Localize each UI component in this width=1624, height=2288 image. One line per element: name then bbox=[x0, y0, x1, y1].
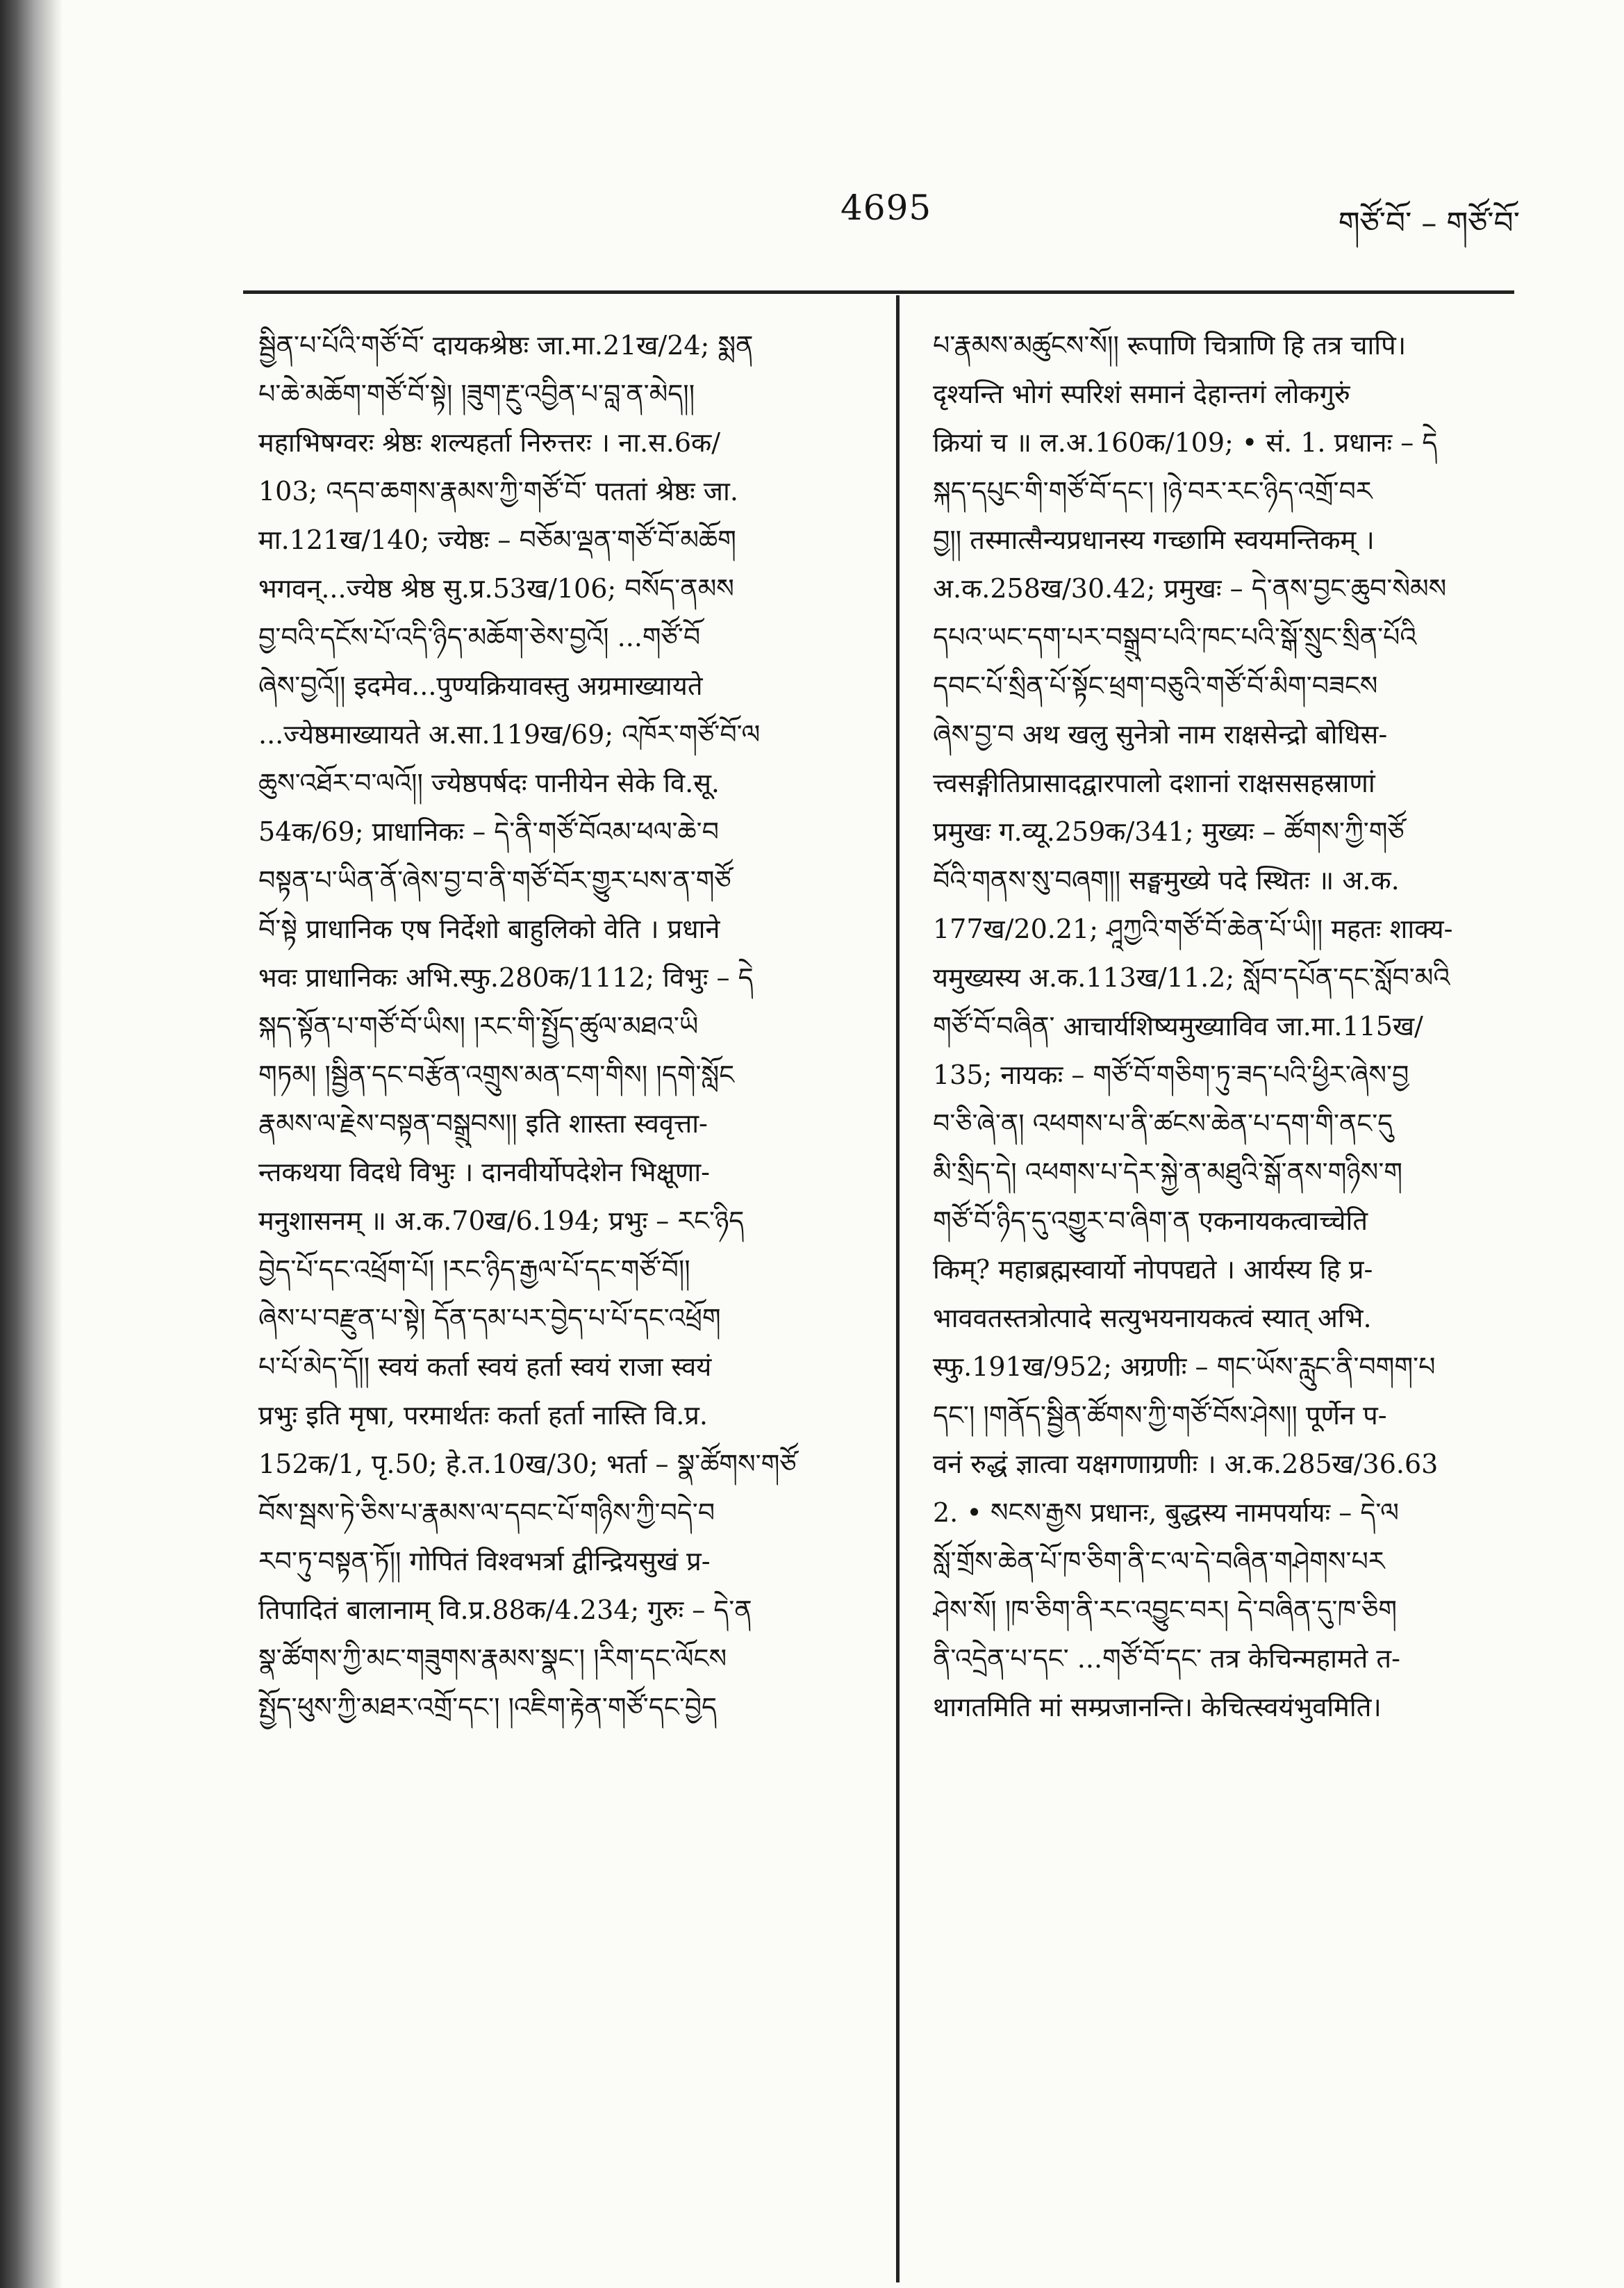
right-column-line: དཔའ་ཡང་དག་པར་བསྒྲུབ་པའི་ཁང་པའི་སྒོ་སྲུང་སྲིན་པོའི bbox=[933, 622, 1417, 652]
left-column-line: སྦྱིན་པ་པོའི་གཙོ་བོ་ दायकश्रेष्ठः जा.मा.21ख/24; སྨན bbox=[258, 330, 754, 361]
right-column-line: དང་། །གནོད་སྦྱིན་ཚོགས་ཀྱི་གཙོ་བོས་ཤེས།། पूर्णेन प- bbox=[933, 1400, 1387, 1431]
left-column-line: 54क/69; प्राधानिकः – དེ་ནི་གཙོ་བོའམ་ཕལ་ཆེ་བ bbox=[258, 816, 719, 847]
right-column-line: 2. • སངས་རྒྱས प्रधानः, बुद्धस्य नामपर्यायः – དེ་ལ bbox=[933, 1497, 1400, 1528]
right-column-line: ནི་འདྲེན་པ་དང་ ...གཙོ་བོ་དང་ तत्र केचिन्महामते त- bbox=[933, 1643, 1400, 1674]
right-column-line: स्फु.191ख/952; अग्रणीः – གང་ཡོས་རླུང་ནི་བགག་པ bbox=[933, 1351, 1436, 1382]
left-column-line: महाभिषग्वरः श्रेष्ठः शल्यहर्ता निरुत्तरः । ना.स.6क/ bbox=[258, 427, 721, 458]
right-column-line: दृश्यन्ति भोगं स्परिशं समानं देहान्तगं लोकगुरुं bbox=[933, 379, 1350, 409]
right-column-line: བོའི་གནས་སུ་བཞག།། सङ्घमुख्ये पदे स्थितः ॥ अ.क. bbox=[933, 865, 1400, 896]
left-column-line: བྱ་བའི་དངོས་པོ་འདི་ཉིད་མཆོག་ཅེས་བྱའོ། ...གཙོ་བོ bbox=[258, 622, 701, 652]
right-column-line: མི་སྲིད་དེ། འཕགས་པ་དེར་སྐྱེ་ན་མཐུའི་སྒོ་ནས་གཉིས་ག bbox=[933, 1157, 1403, 1187]
right-column-line: क्रियां च ॥ ल.अ.160क/109; • सं. 1. प्रधानः – དེ bbox=[933, 427, 1438, 458]
right-column-line: སློ་གྲོས་ཆེན་པོ་ཁ་ཅིག་ནི་ང་ལ་དེ་བཞིན་གཤེགས་པར bbox=[933, 1546, 1385, 1577]
right-column-line: དབང་པོ་སྲིན་པོ་སྟོང་ཕྲག་བཅུའི་གཙོ་བོ་མིག་བཟངས bbox=[933, 670, 1378, 701]
left-column-line: 152क/1, पृ.50; हे.त.10ख/30; भर्ता – སྣ་ཚོགས་གཙོ bbox=[258, 1449, 797, 1479]
right-column-line: थागतमिति मां सम्प्रजानन्ति। केचित्स्वयंभुवमिति। bbox=[933, 1692, 1382, 1722]
right-column-line: བྱ།། तस्मात्सैन्यप्रधानस्य गच्छामि स्वयमन्तिकम् । bbox=[933, 525, 1375, 555]
left-column-line: ...ज्येष्ठमाख्यायते अ.सा.119ख/69; འཁོར་གཙོ་བོ་ལ bbox=[258, 719, 761, 750]
header-rule bbox=[243, 290, 1514, 294]
left-column-line: भवः प्राधानिकः अभि.स्फु.280क/1112; विभुः – དེ bbox=[258, 962, 754, 993]
right-column-line: པ་རྣམས་མཚུངས་སོ།། रूपाणि चित्राणि हि तत्र चापि। bbox=[933, 330, 1407, 361]
right-column-line: अ.क.258ख/30.42; प्रमुखः – དེ་ནས་བྱང་ཆུབ་སེམས bbox=[933, 573, 1447, 604]
left-column-line: ཞེས་བྱའོ།། इदमेव...पुण्यक्रियावस्तु अग्रमाख्यायते bbox=[258, 670, 703, 701]
left-column-line: སྣ་ཚོགས་ཀྱི་མང་གཟུགས་རྣམས་སྣང་། །རིག་དང་ལོངས bbox=[258, 1643, 727, 1674]
left-column-line: རབ་ཏུ་བསྟན་ཏོ།། गोपितं विश्वभर्त्रा द्वीन्द्रियसुखं प्र- bbox=[258, 1546, 711, 1577]
right-column-line: བ་ཅི་ཞེ་ན། འཕགས་པ་ནི་ཚངས་ཆེན་པ་དག་གི་ནང་དུ bbox=[933, 1108, 1393, 1139]
left-column-line: ཆུས་འཐོར་བ་ལའོ།། ज्येष्ठपर्षदः पानीयेन सेके वि.सू. bbox=[258, 768, 720, 798]
right-column-line: वनं रुद्धं ज्ञात्वा यक्षगणाग्रणीः । अ.क.285ख/36.63 bbox=[933, 1449, 1439, 1479]
right-column-line: སྐད་དཔུང་གི་གཙོ་བོ་དང་། །ཉེ་བར་རང་ཉིད་འགྲོ་བར bbox=[933, 476, 1373, 507]
right-column-line: यमुख्यस्य अ.क.113ख/11.2; སློབ་དཔོན་དང་སློབ་མའི bbox=[933, 962, 1450, 993]
right-column-line: ཞེས་བྱ་བ अथ खलु सुनेत्रो नाम राक्षसेन्द्रो बोधिस- bbox=[933, 719, 1388, 750]
left-column-line: སྐད་སྟོན་པ་གཙོ་བོ་ཡིས། །རང་གི་སྤྱོད་ཚུལ་མཐའ་ཡི bbox=[258, 1011, 699, 1042]
left-column-line: ཞེས་པ་བརྫུན་པ་སྟེ། དོན་དམ་པར་བྱེད་པ་པོ་དང་འཕྲོག bbox=[258, 1303, 721, 1333]
page-number: 4695 bbox=[840, 188, 932, 228]
left-column-line: བསྟན་པ་ཡིན་ནོ་ཞེས་བྱ་བ་ནི་གཙོ་བོར་གྱུར་པས་ན་གཙོ bbox=[258, 865, 731, 896]
running-head: གཙོ་བོ་ – གཙོ་བོ་ bbox=[1338, 206, 1520, 241]
right-column-line: གཙོ་བོ་བཞིན་ आचार्यशिष्यमुख्याविव जा.मा.115ख/ bbox=[933, 1011, 1423, 1042]
left-column-line: བོ་སྟེ प्राधानिक एष निर्देशो बाहुलिको वेति । प्रधाने bbox=[258, 914, 720, 944]
left-column-line: བོས་སྦས་ཏེ་ཅིས་པ་རྣམས་ལ་དབང་པོ་གཉིས་ཀྱི་བདེ་བ bbox=[258, 1497, 715, 1528]
right-column-line: किम्? महाब्रह्मस्वार्यो नोपपद्यते । आर्यस्य हि प्र- bbox=[933, 1254, 1373, 1285]
left-column-line: मनुशासनम् ॥ अ.क.70ख/6.194; प्रभुः – རང་ཉིད bbox=[258, 1205, 745, 1236]
right-column-line: 177ख/20.21; ཤཱཀྱའི་གཙོ་བོ་ཆེན་པོ་ཡི།། महतः शाक्य- bbox=[933, 914, 1453, 944]
right-column-line: भाववतस्तत्रोत्पादे सत्युभयनायकत्वं स्यात् अभि. bbox=[933, 1303, 1372, 1333]
left-column-line: न्तकथया विदधे विभुः । दानवीर्योपदेशेन भिक्षूणा- bbox=[258, 1157, 711, 1187]
right-column-line: त्त्वसङ्गीतिप्रासादद्वारपालो दशानां राक्षससहस्राणां bbox=[933, 768, 1375, 798]
left-column-line: 103; འདབ་ཆགས་རྣམས་ཀྱི་གཙོ་བོ་ पततां श्रेष्ठः जा. bbox=[258, 476, 738, 507]
left-column-line: मा.121ख/140; ज्येष्ठः – བཅོམ་ལྡན་གཙོ་བོ་མཆོག bbox=[258, 525, 736, 555]
scan-edge-shadow bbox=[0, 0, 63, 2288]
left-column-line: प्रभुः इति मृषा, परमार्थतः कर्ता हर्ता नास्ति वि.प्र. bbox=[258, 1400, 708, 1431]
left-column-line: པ་པོ་མེད་དོ།། स्वयं कर्ता स्वयं हर्ता स्वयं राजा स्वयं bbox=[258, 1351, 712, 1382]
right-column bbox=[933, 321, 1530, 1731]
right-column-line: प्रमुखः ग.व्यू.259क/341; मुख्यः – ཚོགས་ཀྱི་གཙོ bbox=[933, 816, 1405, 847]
left-column-line: བྱེད་པོ་དང་འཕྲོག་པོ། །རང་ཉིད་རྒྱལ་པོ་དང་གཙོ་བོ།། bbox=[258, 1254, 690, 1285]
left-column-line: སྤྱོད་ཕུས་ཀྱི་མཐར་འགྲོ་དང་། །འཇིག་རྟེན་གཙོ་དང་བྱེད bbox=[258, 1692, 718, 1722]
column-divider bbox=[896, 295, 900, 2282]
left-column bbox=[258, 321, 856, 1731]
right-column-line: གཙོ་བོ་ཉིད་དུ་འགྱུར་བ་ཞིག་ན एकनायकत्वाच्चेति bbox=[933, 1205, 1368, 1236]
left-column-line: རྣམས་ལ་རྗེས་བསྟན་བསྒྲུབས།། इति शास्ता स्ववृत्ता- bbox=[258, 1108, 708, 1139]
right-column-line: 135; नायकः – གཙོ་བོ་གཅིག་ཏུ་ཟད་པའི་ཕྱིར་ཞེས་བྱ bbox=[933, 1060, 1409, 1090]
left-column-line: भगवन्...ज्येष्ठ श्रेष्ठ सु.प्र.53ख/106; བསོད་ནམས bbox=[258, 573, 734, 604]
right-column-line: ཤེས་སོ། །ཁ་ཅིག་ནི་རང་འབྱུང་བར། དེ་བཞིན་དུ་ཁ་ཅིག bbox=[933, 1595, 1397, 1625]
left-column-line: གཏམ། །སྦྱིན་དང་བརྩོན་འགྲུས་མན་ངག་གིས། །དགེ་སློང bbox=[258, 1060, 735, 1090]
left-column-line: तिपादितं बालानाम् वि.प्र.88क/4.234; गुरुः – དེ་ན bbox=[258, 1595, 752, 1625]
left-column-line: པ་ཆེ་མཆོག་གཙོ་བོ་སྟེ། །ཟུག་རྔུ་འབྱིན་པ་བླ་ན་མེད།། bbox=[258, 379, 695, 409]
